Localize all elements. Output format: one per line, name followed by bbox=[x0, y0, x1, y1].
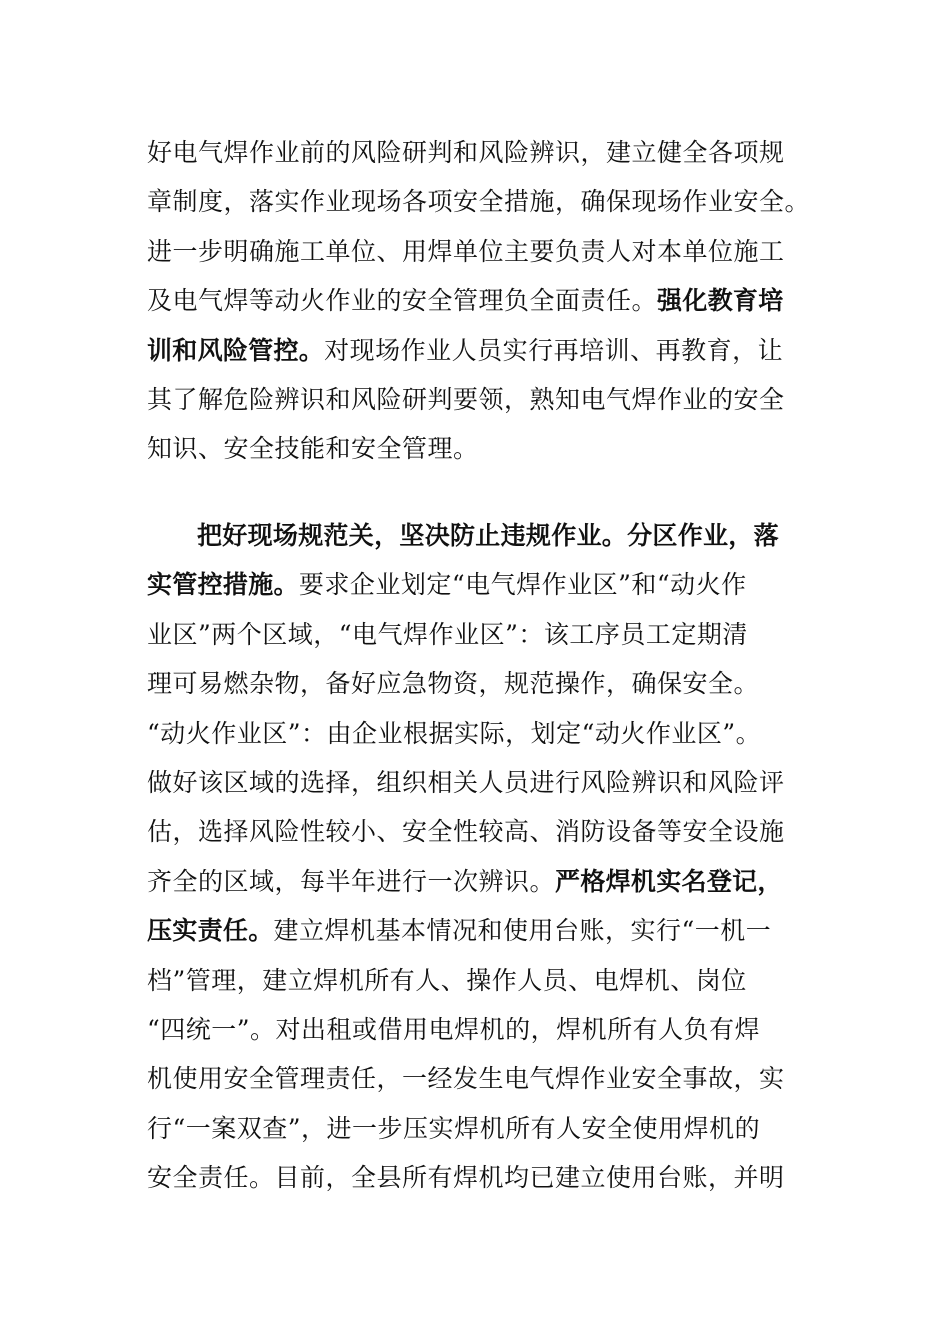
text-run: 估，选择风险性较小、安全性较高、消防设备等安全设施 bbox=[147, 817, 785, 847]
text-line bbox=[147, 128, 797, 177]
bold-heading-run: 强化教育培 bbox=[657, 286, 784, 316]
text-line bbox=[147, 1005, 797, 1054]
text-line bbox=[147, 610, 797, 659]
text-line bbox=[147, 276, 797, 325]
text-line bbox=[147, 807, 797, 856]
text-run: 做好该区域的选择，组织相关人员进行风险辨识和风险评 bbox=[147, 767, 785, 797]
bold-heading-run: 严格焊机实名登记， bbox=[555, 866, 783, 896]
text-line bbox=[147, 177, 811, 226]
text-line bbox=[147, 906, 797, 955]
text-line bbox=[147, 560, 797, 609]
body-paragraph-1 bbox=[147, 128, 811, 474]
text-run: 及电气焊等动火作业的安全管理负全面责任。 bbox=[147, 286, 658, 316]
text-run: “动火作业区”：由企业根据实际，划定“动火作业区”。 bbox=[147, 718, 762, 748]
text-line bbox=[147, 857, 797, 906]
text-run: 安全责任。目前，全县所有焊机均已建立使用台账，并明 bbox=[147, 1163, 785, 1193]
text-run: 对现场作业人员实行再培训、再教育，让 bbox=[324, 335, 784, 365]
text-run: 齐全的区域，每半年进行一次辨识。 bbox=[147, 866, 556, 896]
text-run: 业区”两个区域，“电气焊作业区”：该工序员工定期清 bbox=[147, 619, 748, 649]
text-line bbox=[147, 326, 797, 375]
text-line bbox=[147, 659, 797, 708]
text-run: 知识、安全技能和安全管理。 bbox=[147, 434, 479, 464]
text-run: 章制度，落实作业现场各项安全措施，确保现场作业安全。 bbox=[147, 187, 811, 217]
text-line bbox=[147, 709, 797, 758]
bold-heading-run: 实管控措施。 bbox=[147, 570, 299, 600]
text-run: “四统一”。对出租或借用电焊机的，焊机所有人负有焊 bbox=[147, 1014, 761, 1044]
text-run: 进一步明确施工单位、用焊单位主要负责人对本单位施工 bbox=[147, 236, 785, 266]
text-run: 理可易燃杂物，备好应急物资，规范操作，确保安全。 bbox=[147, 669, 760, 699]
text-run: 行“一案双查”，进一步压实焊机所有人安全使用焊机的 bbox=[147, 1113, 761, 1143]
text-line bbox=[147, 511, 797, 560]
text-line bbox=[147, 375, 797, 424]
bold-heading-run: 压实责任。 bbox=[147, 916, 274, 946]
text-line bbox=[147, 758, 797, 807]
text-line bbox=[147, 1054, 797, 1103]
bold-heading-run: 训和风险管控。 bbox=[147, 335, 325, 365]
bold-heading-run: 把好现场规范关，坚决防止违规作业。分区作业，落 bbox=[197, 521, 779, 550]
text-line bbox=[147, 1153, 797, 1202]
text-run: 好电气焊作业前的风险研判和风险辨识，建立健全各项规 bbox=[147, 138, 785, 167]
text-run: 机使用安全管理责任，一经发生电气焊作业安全事故，实 bbox=[147, 1064, 785, 1094]
text-line bbox=[147, 424, 797, 473]
text-line bbox=[147, 956, 797, 1005]
text-line bbox=[147, 1104, 797, 1153]
body-paragraph-2 bbox=[147, 511, 797, 1202]
text-line bbox=[147, 227, 797, 276]
text-run: 建立焊机基本情况和使用台账，实行“一机一 bbox=[273, 916, 772, 946]
text-run: 档”管理，建立焊机所有人、操作人员、电焊机、岗位 bbox=[147, 965, 747, 995]
text-run: 其了解危险辨识和风险研判要领，熟知电气焊作业的安全 bbox=[147, 384, 785, 414]
text-run: 要求企业划定“电气焊作业区”和“动火作 bbox=[298, 570, 747, 600]
